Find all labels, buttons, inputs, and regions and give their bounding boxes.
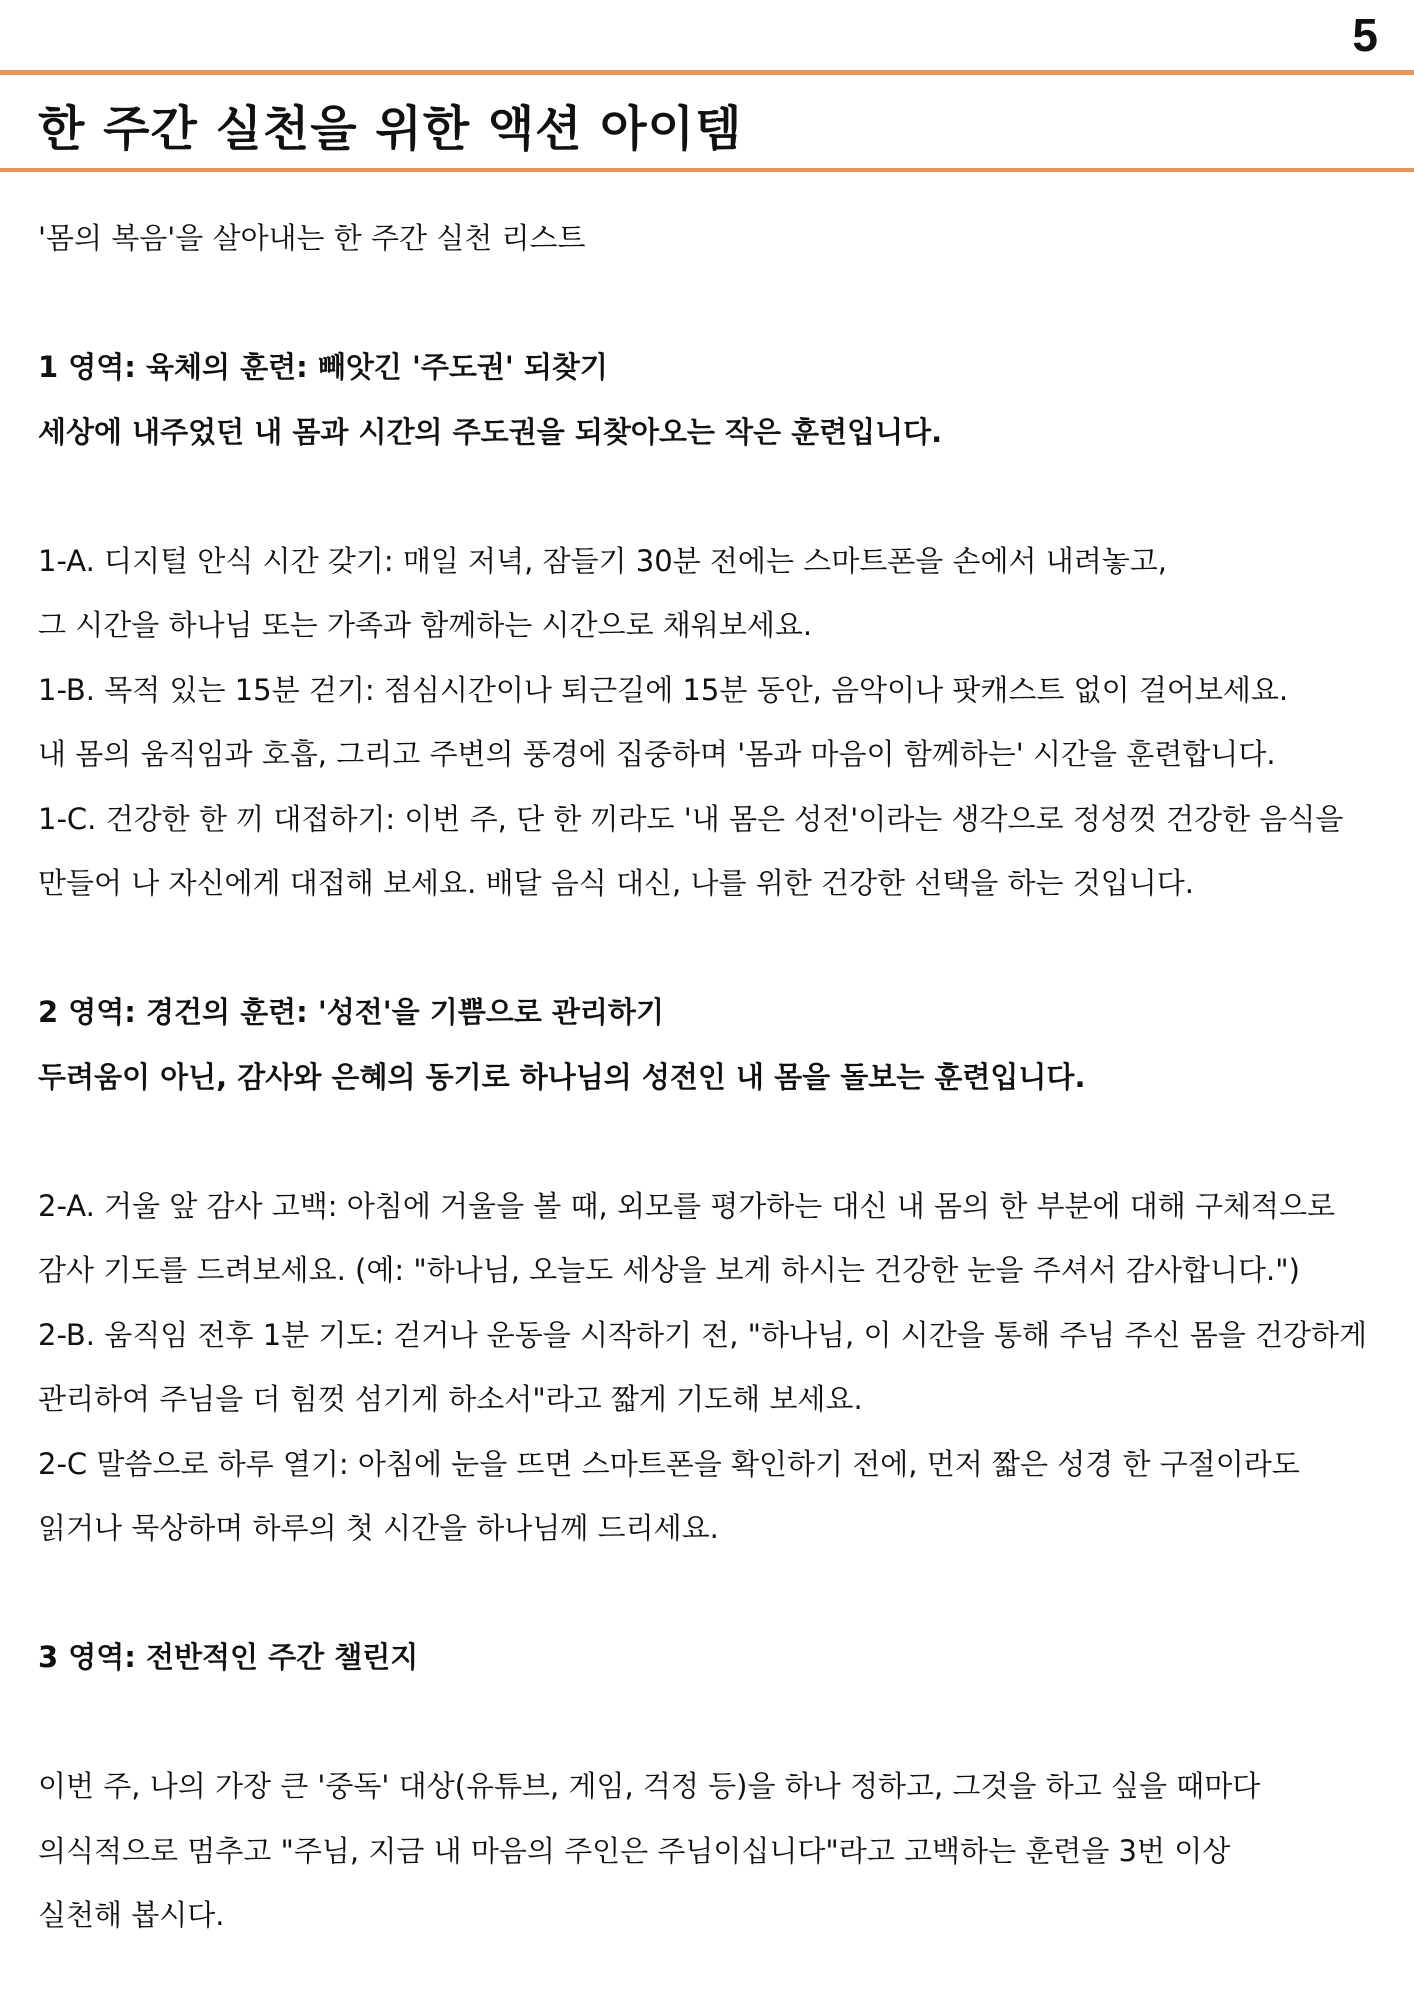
body-line: 이번 주, 나의 가장 큰 '중독' 대상(유튜브, 게임, 걱정 등)을 하나 정하고, 그것을 하고 싶을 때마다: [38, 1769, 1261, 1803]
section-heading: 2 영역: 경건의 훈련: '성전'을 기쁨으로 관리하기: [38, 995, 664, 1029]
body-line: 그 시간을 하나님 또는 가족과 함께하는 시간으로 채워보세요.: [38, 608, 813, 642]
body-line: 1-A. 디지털 안식 시간 갖기: 매일 저녁, 잠들기 30분 전에는 스마트폰을 손에서 내려놓고,: [38, 543, 1168, 578]
body-line: 2-C 말씀으로 하루 열기: 아침에 눈을 뜨면 스마트폰을 확인하기 전에, 먼저 짧은 성경 한 구절이라도: [38, 1446, 1300, 1481]
section-heading: 3 영역: 전반적인 주간 챌린지: [38, 1640, 419, 1674]
blank-line: [38, 1109, 1378, 1174]
section-heading: 1 영역: 육체의 훈련: 빼앗긴 '주도권' 되찾기: [38, 350, 608, 384]
page-title: 한 주간 실천을 위한 액션 아이템: [38, 101, 743, 157]
header-bottom-rule: [0, 168, 1414, 172]
header-top-rule: [0, 70, 1414, 75]
body-line: '몸의 복음'을 살아내는 한 주간 실천 리스트: [38, 221, 586, 255]
document-body: [38, 206, 1378, 1948]
blank-line: [38, 271, 1378, 336]
section-heading: 두려움이 아닌, 감사와 은혜의 동기로 하나님의 성전인 내 몸을 돌보는 훈련입니다.: [38, 1059, 1086, 1094]
body-line: 실천해 봅시다.: [38, 1898, 225, 1932]
body-line: 2-B. 움직임 전후 1분 기도: 걷거나 운동을 시작하기 전, "하나님, 이 시간을 통해 주님 주신 몸을 건강하게: [38, 1317, 1368, 1352]
body-line: 1-B. 목적 있는 15분 걷기: 점심시간이나 퇴근길에 15분 동안, 음악이나 팟캐스트 없이 걸어보세요.: [38, 672, 1289, 707]
blank-line: [38, 464, 1378, 529]
body-line: 2-A. 거울 앞 감사 고백: 아침에 거울을 볼 때, 외모를 평가하는 대신 내 몸의 한 부분에 대해 구체적으로: [38, 1188, 1336, 1223]
blank-line: [38, 916, 1378, 981]
page-number: 5: [1352, 9, 1378, 61]
body-line: 의식적으로 멈추고 "주님, 지금 내 마음의 주인은 주님이십니다"라고 고백하는 훈련을 3번 이상: [38, 1833, 1231, 1868]
body-line: 내 몸의 움직임과 호흡, 그리고 주변의 풍경에 집중하며 '몸과 마음이 함께하는' 시간을 훈련합니다.: [38, 737, 1276, 771]
body-line: 만들어 나 자신에게 대접해 보세요. 배달 음식 대신, 나를 위한 건강한 선택을 하는 것입니다.: [38, 866, 1194, 900]
body-line: 관리하여 주님을 더 힘껏 섬기게 하소서"라고 짧게 기도해 보세요.: [38, 1382, 863, 1416]
body-line: 읽거나 묵상하며 하루의 첫 시간을 하나님께 드리세요.: [38, 1511, 719, 1545]
body-line: 1-C. 건강한 한 끼 대접하기: 이번 주, 단 한 끼라도 '내 몸은 성전'이라는 생각으로 정성껏 건강한 음식을: [38, 801, 1344, 836]
blank-line: [38, 1690, 1378, 1755]
section-heading: 세상에 내주었던 내 몸과 시간의 주도권을 되찾아오는 작은 훈련입니다.: [38, 414, 943, 449]
body-line: 감사 기도를 드려보세요. (예: "하나님, 오늘도 세상을 보게 하시는 건강한 눈을 주셔서 감사합니다."): [38, 1253, 1300, 1287]
blank-line: [38, 1561, 1378, 1626]
